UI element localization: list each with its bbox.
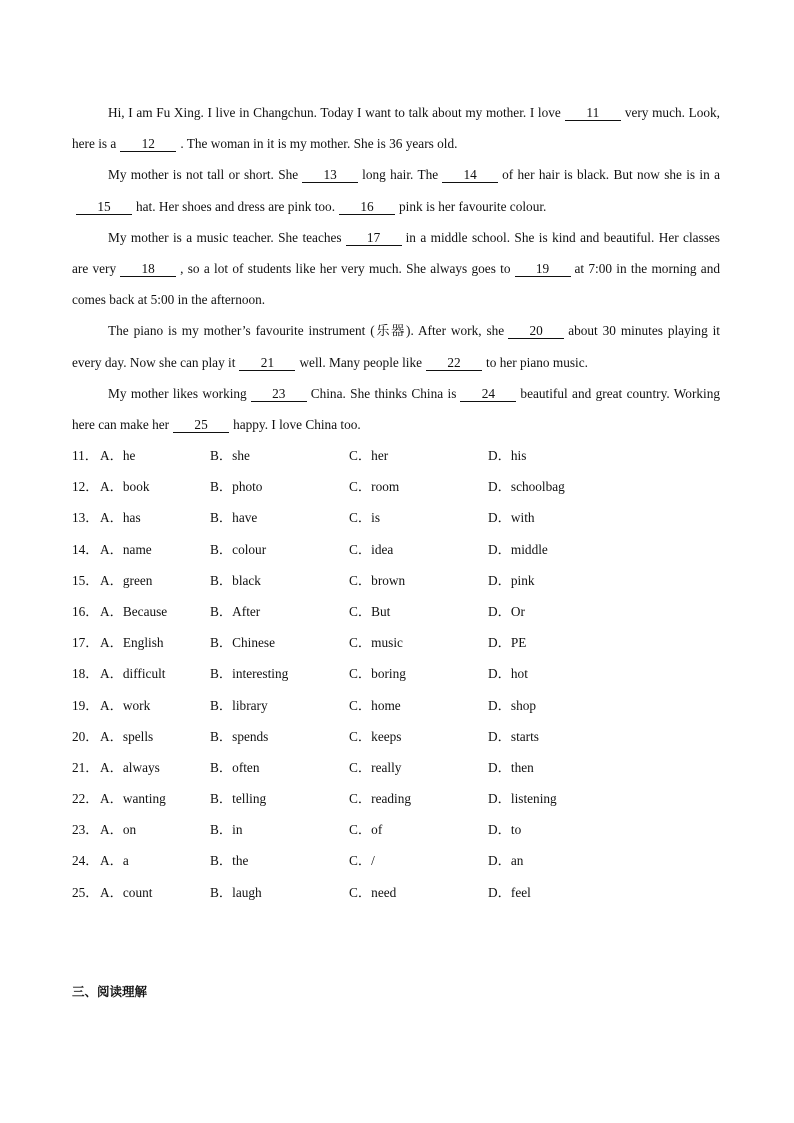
option-b: B．interesting xyxy=(210,666,289,682)
passage-text: beautiful and great country. Working here can make her xyxy=(72,385,721,433)
passage-text: of her hair is black. But now she is in a xyxy=(502,167,720,183)
passage-paragraph-3 xyxy=(72,222,720,316)
question-row xyxy=(72,658,720,689)
passage-text: to her piano music. xyxy=(486,354,588,370)
question-number: 16． xyxy=(72,603,99,619)
passage-text: pink is her favourite colour. xyxy=(399,198,547,214)
option-c: C．her xyxy=(349,448,389,463)
passage-text: , so a lot of students like her very much. She always goes to xyxy=(180,261,511,277)
option-c: C．reading xyxy=(349,791,412,807)
option-a: A．count xyxy=(100,884,153,900)
option-a: A．difficult xyxy=(100,666,166,682)
option-d: D．his xyxy=(488,448,527,463)
question-row xyxy=(72,471,720,502)
passage-text: My mother is not tall or short. She xyxy=(108,167,299,183)
option-a: A．name xyxy=(100,541,152,557)
passage-paragraph-5 xyxy=(72,378,720,440)
passage-text: . The woman in it is my mother. She is 36 years old. xyxy=(180,136,458,152)
option-c: C．/ xyxy=(349,853,375,869)
question-row xyxy=(72,721,720,752)
option-a: A．has xyxy=(100,510,141,526)
question-row xyxy=(72,690,720,721)
option-a: A．spells xyxy=(100,728,154,744)
option-d: D．middle xyxy=(488,541,548,557)
question-row xyxy=(72,814,720,845)
option-b: B．spends xyxy=(210,728,269,744)
option-b: B．black xyxy=(210,572,261,588)
option-b: B．library xyxy=(210,697,268,713)
option-a: A．Because xyxy=(100,603,168,619)
question-row xyxy=(72,783,720,814)
option-d: D．pink xyxy=(488,572,535,588)
passage-text: My mother is a music teacher. She teaches xyxy=(108,229,342,245)
option-b: B．the xyxy=(210,853,249,869)
blank-25: 25 xyxy=(173,417,229,433)
question-number: 23． xyxy=(72,822,99,838)
blank-18: 18 xyxy=(120,261,176,277)
option-c: C．boring xyxy=(349,666,406,682)
blank-21: 21 xyxy=(239,355,295,371)
option-a: A．English xyxy=(100,635,164,651)
option-d: D．with xyxy=(488,510,535,526)
option-b: B．she xyxy=(210,448,250,463)
option-d: D．Or xyxy=(488,603,525,619)
question-number: 24． xyxy=(72,853,99,869)
option-a: A．green xyxy=(100,572,153,588)
question-row xyxy=(72,534,720,565)
option-a: A．wanting xyxy=(100,791,166,807)
question-number: 15． xyxy=(72,572,99,588)
option-d: D．feel xyxy=(488,884,531,900)
option-c: C．is xyxy=(349,510,381,526)
option-b: B．have xyxy=(210,510,258,526)
option-a: A．always xyxy=(100,759,160,775)
blank-24: 24 xyxy=(460,386,516,402)
option-d: D．listening xyxy=(488,791,557,807)
section-heading-reading-comprehension: 三、阅读理解 xyxy=(72,984,148,999)
option-c: C．room xyxy=(349,479,400,495)
option-c: C．idea xyxy=(349,541,394,557)
question-number: 18． xyxy=(72,666,99,682)
option-c: C．home xyxy=(349,697,401,713)
option-b: B．Chinese xyxy=(210,635,276,651)
question-number: 25． xyxy=(72,884,99,900)
question-row xyxy=(72,877,720,908)
option-c: C．really xyxy=(349,759,402,775)
option-d: D．PE xyxy=(488,635,527,651)
option-b: B．laugh xyxy=(210,884,262,900)
option-d: D．hot xyxy=(488,666,528,682)
option-b: B．After xyxy=(210,603,261,619)
question-number: 12． xyxy=(72,479,99,495)
passage-text: hat. Her shoes and dress are pink too. xyxy=(136,198,336,214)
question-number: 19． xyxy=(72,697,99,713)
question-row xyxy=(72,627,720,658)
option-c: C．keeps xyxy=(349,728,402,744)
passage-text: China. She thinks China is xyxy=(310,385,457,401)
passage-text: at 7:00 in the morning and comes back at 5:00 in the afternoon. xyxy=(72,261,720,308)
blank-11: 11 xyxy=(565,105,621,121)
blank-13: 13 xyxy=(302,167,358,183)
question-row xyxy=(72,596,720,627)
option-d: D．starts xyxy=(488,728,539,744)
question-number: 22． xyxy=(72,791,99,807)
passage-paragraph-1 xyxy=(72,97,720,159)
question-number: 17． xyxy=(72,635,99,651)
option-c: C．brown xyxy=(349,572,406,588)
question-row xyxy=(72,845,720,876)
question-number: 13． xyxy=(72,510,99,526)
option-c: C．music xyxy=(349,635,403,651)
blank-23: 23 xyxy=(251,386,307,402)
question-row xyxy=(72,565,720,596)
question-number: 21． xyxy=(72,759,99,775)
option-c: C．of xyxy=(349,822,383,838)
option-a: A．on xyxy=(100,822,137,838)
option-d: D．shop xyxy=(488,697,537,713)
blank-15: 15 xyxy=(76,199,132,215)
option-a: A．a xyxy=(100,853,129,869)
option-b: B．often xyxy=(210,759,260,775)
option-b: B．photo xyxy=(210,479,263,495)
passage-text: happy. I love China too. xyxy=(233,417,361,433)
passage-text: about 30 minutes playing it every day. Now she can play it xyxy=(72,323,721,370)
passage-paragraph-4 xyxy=(72,315,720,377)
option-b: B．in xyxy=(210,822,243,838)
option-d: D．an xyxy=(488,853,524,869)
passage-text: Hi, I am Fu Xing. I live in Changchun. Today I want to talk about my mother. I love xyxy=(108,105,561,120)
blank-17: 17 xyxy=(346,230,402,246)
passage-text: My mother likes working xyxy=(108,385,247,401)
option-c: C．But xyxy=(349,603,391,619)
question-row xyxy=(72,440,720,471)
passage-paragraph-2 xyxy=(72,159,720,221)
question-row xyxy=(72,502,720,533)
passage-text: The piano is my mother’s favourite instrument (乐器). After work, she xyxy=(108,323,505,339)
blank-22: 22 xyxy=(426,355,482,371)
passage-text: in a middle school. She is kind and beautiful. Her classes are very xyxy=(72,229,720,277)
option-a: A．he xyxy=(100,448,136,463)
question-options-list xyxy=(72,440,720,908)
blank-16: 16 xyxy=(339,199,395,215)
option-b: B．colour xyxy=(210,541,267,557)
cloze-passage xyxy=(72,97,720,440)
option-a: A．book xyxy=(100,479,150,495)
passage-text: long hair. The xyxy=(362,167,439,183)
question-number: 20． xyxy=(72,728,99,744)
blank-12: 12 xyxy=(120,136,176,152)
passage-text: very much. Look, here is a xyxy=(72,105,720,152)
option-b: B．telling xyxy=(210,791,267,807)
blank-20: 20 xyxy=(508,323,564,339)
option-c: C．need xyxy=(349,884,397,900)
question-number: 11． xyxy=(72,448,99,463)
blank-14: 14 xyxy=(442,167,498,183)
blank-19: 19 xyxy=(515,261,571,277)
option-a: A．work xyxy=(100,697,151,713)
question-number: 14． xyxy=(72,541,99,557)
passage-text: well. Many people like xyxy=(299,354,423,370)
question-row xyxy=(72,752,720,783)
option-d: D．to xyxy=(488,822,522,838)
option-d: D．then xyxy=(488,759,534,775)
option-d: D．schoolbag xyxy=(488,479,565,495)
